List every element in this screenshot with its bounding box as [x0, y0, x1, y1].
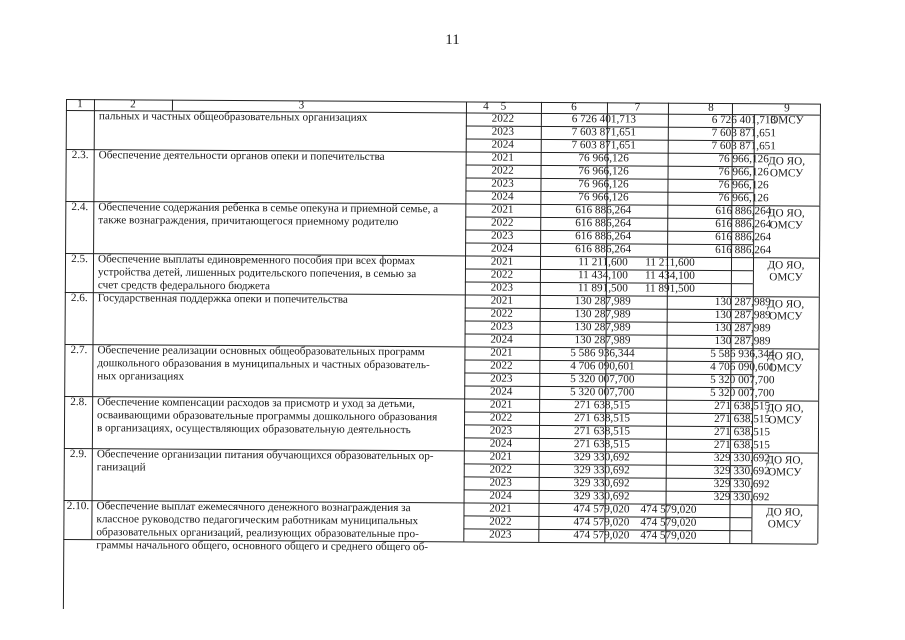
total-amount: 76 966,126 [578, 178, 629, 191]
total-amount: 271 638,515 [574, 412, 631, 425]
year-cell: 2023 [490, 372, 513, 385]
budget-table [63, 99, 820, 614]
total-amount: 7 603 871,651 [571, 139, 636, 152]
year-cell: 2022 [489, 463, 512, 476]
executor-label: ДО ЯО, [766, 454, 804, 467]
row-description: осваивающими образовательные программы дошкольного образования [97, 409, 438, 424]
executor-label: ДО ЯО, [767, 259, 805, 272]
year-cell: 2024 [490, 242, 514, 255]
total-amount: 130 287,989 [574, 308, 631, 321]
regional-amount: 271 638,515 [714, 399, 771, 413]
year-cell: 2023 [490, 320, 513, 333]
year-cell: 2022 [489, 515, 512, 528]
total-amount: 130 287,989 [574, 295, 631, 308]
total-amount: 474 579,020 [573, 503, 630, 516]
total-amount: 76 966,126 [578, 165, 629, 178]
regional-amount: 5 320 007,700 [710, 386, 775, 400]
executor-label: ДО ЯО, [767, 207, 805, 220]
federal-amount: 11 434,100 [644, 269, 695, 282]
total-amount: 11 434,100 [577, 269, 628, 282]
table-rule [818, 349, 819, 401]
year-cell: 2023 [490, 281, 514, 294]
regional-amount: 616 886,264 [715, 243, 772, 257]
row-description: также вознаграждения, причитающегося приемному родителю [98, 214, 399, 229]
column-header: 9 [784, 102, 790, 115]
executor-label: ОМСУ [769, 271, 803, 284]
row-number: 2.6. [70, 292, 88, 305]
total-amount: 5 586 936,344 [570, 347, 635, 360]
regional-amount: 271 638,515 [713, 425, 770, 439]
total-amount: 616 886,264 [575, 243, 632, 256]
regional-amount: 271 638,515 [713, 438, 770, 452]
regional-amount: 76 966,126 [718, 191, 769, 205]
row-number: 2.9. [69, 448, 87, 461]
column-header: 4 [483, 100, 489, 113]
year-cell: 2022 [490, 359, 513, 372]
regional-amount: 329 330,692 [713, 490, 770, 504]
regional-amount: 616 886,264 [715, 230, 772, 244]
total-amount: 616 886,264 [575, 204, 632, 217]
year-cell: 2021 [490, 294, 514, 307]
year-cell: 2021 [489, 502, 512, 515]
table-rule [753, 283, 754, 296]
year-cell: 2023 [490, 229, 514, 242]
executor-label: ОМСУ [768, 414, 802, 427]
table-rule [751, 530, 752, 543]
year-cell: 2022 [491, 216, 514, 229]
row-number: 2.3. [71, 149, 89, 162]
total-amount: 11 211,600 [578, 256, 628, 269]
total-amount: 329 330,692 [573, 464, 630, 477]
regional-amount: 616 886,264 [715, 204, 772, 218]
table-rule [820, 115, 821, 154]
total-amount: 6 726 401,713 [571, 113, 637, 126]
year-cell: 2024 [489, 489, 512, 502]
regional-amount: 329 330,692 [713, 477, 770, 491]
executor-label: ОМСУ [769, 219, 803, 232]
column-header: 5 [500, 100, 507, 113]
table-rule [94, 110, 95, 149]
table-rule [818, 453, 819, 505]
row-description: Обеспечение реализации основных общеобразовательных программ [97, 344, 425, 359]
executor-label: ДО ЯО, [767, 298, 805, 311]
regional-amount: 329 330,692 [713, 464, 770, 478]
row-number: 2.10. [66, 500, 90, 513]
total-amount: 271 638,515 [574, 399, 631, 412]
page-number: 11 [445, 32, 460, 48]
year-cell: 2021 [490, 255, 514, 268]
year-cell: 2023 [489, 476, 512, 489]
regional-amount: 6 726 401,713 [711, 113, 777, 127]
row-description: ганизаций [96, 461, 146, 474]
row-number: 2.4. [71, 201, 89, 214]
executor-label: ДО ЯО, [766, 402, 804, 415]
total-amount: 271 638,515 [573, 425, 630, 438]
total-amount: 11 891,500 [577, 282, 628, 295]
table-rule [751, 517, 752, 530]
row-description: Обеспечение компенсации расходов за присмотр и уход за детьми, [97, 396, 415, 411]
year-cell: 2024 [489, 437, 513, 450]
row-description: Обеспечение выплат ежемесячного денежного вознаграждения за [96, 500, 411, 515]
table-rule [818, 401, 819, 453]
executor-label: ОМСУ [768, 362, 803, 375]
executor-label: ДО ЯО, [768, 155, 806, 168]
year-cell: 2022 [490, 307, 513, 320]
year-cell: 2022 [491, 112, 515, 125]
regional-amount: 76 966,126 [718, 178, 769, 192]
column-header: 1 [77, 98, 83, 111]
federal-amount: 474 579,020 [640, 516, 697, 529]
row-description: устройства детей, лишенных родительского попечения, в семью за [97, 266, 417, 281]
regional-amount: 130 287,989 [714, 321, 771, 335]
year-cell: 2022 [491, 164, 514, 177]
year-cell: 2024 [491, 138, 514, 151]
federal-amount: 11 211,600 [645, 256, 695, 269]
row-number: 2.5. [71, 253, 88, 266]
total-amount: 4 706 090,601 [570, 360, 635, 373]
row-description: образовательных организаций, реализующих образовательные про- [96, 526, 419, 541]
total-amount: 76 966,126 [578, 152, 629, 165]
year-cell: 2023 [491, 125, 515, 138]
total-amount: 616 886,264 [575, 230, 632, 243]
executor-label: ОМСУ [769, 310, 803, 323]
row-description: классное руководство педагогическим работникам муниципальных [96, 513, 419, 528]
year-cell: 2021 [491, 151, 514, 164]
row-description: в организациях, осуществляющих образовательную деятельность [96, 422, 411, 437]
column-header: 6 [571, 101, 577, 114]
regional-amount: 329 330,692 [713, 451, 770, 465]
row-number: 2.7. [70, 344, 88, 357]
total-amount: 76 966,126 [578, 191, 629, 204]
table-rule [820, 104, 821, 115]
executor-label: ОМСУ [770, 114, 804, 127]
table-rule [819, 206, 820, 258]
table-rule [819, 258, 820, 297]
total-amount: 5 320 007,700 [570, 373, 635, 386]
row-number: 2.8. [70, 396, 88, 409]
total-amount: 474 579,020 [573, 529, 630, 542]
row-description: ных организациях [97, 370, 185, 383]
row-description: пальных и частных общеобразовательных организациях [98, 110, 368, 124]
regional-amount: 616 886,264 [715, 217, 772, 231]
regional-amount: 76 966,126 [718, 152, 769, 166]
regional-amount: 76 966,126 [718, 165, 769, 179]
regional-amount: 4 706 090,601 [710, 360, 775, 374]
year-cell: 2021 [490, 346, 513, 359]
regional-amount: 271 638,515 [714, 412, 771, 426]
executor-label: ДО ЯО, [766, 350, 804, 363]
federal-amount: 474 579,020 [640, 503, 697, 516]
executor-label: ДО ЯО, [766, 506, 803, 519]
year-cell: 2023 [491, 177, 514, 190]
year-cell: 2022 [490, 268, 514, 281]
year-cell: 2023 [489, 528, 512, 541]
row-description: граммы начального общего, основного общего и среднего общего об- [96, 539, 429, 554]
year-cell: 2021 [491, 203, 514, 216]
regional-amount: 130 287,989 [714, 308, 771, 322]
total-amount: 616 886,264 [575, 217, 632, 230]
year-cell: 2024 [491, 190, 514, 203]
row-description: Обеспечение деятельности органов опеки и попечительства [98, 149, 385, 163]
total-amount: 5 320 007,700 [570, 386, 635, 399]
column-header: 3 [298, 99, 305, 112]
regional-amount: 130 287,989 [714, 334, 771, 348]
column-header: 2 [130, 98, 136, 111]
regional-amount: 5 320 007,700 [710, 373, 775, 387]
total-amount: 329 330,692 [573, 451, 630, 464]
year-cell: 2024 [490, 333, 513, 346]
regional-amount: 5 586 936,344 [710, 347, 775, 361]
row-description: Обеспечение организации питания обучающихся образовательных ор- [96, 448, 434, 463]
table-rule [753, 257, 754, 270]
executor-label: ОМСУ [768, 466, 802, 479]
column-header: 8 [708, 101, 714, 114]
total-amount: 474 579,020 [573, 516, 630, 529]
executor-label: ОМСУ [767, 518, 802, 531]
row-description: Обеспечение содержания ребенка в семье опекуна и приемной семье, а [98, 201, 439, 216]
total-amount: 329 330,692 [573, 490, 630, 503]
year-cell: 2023 [489, 424, 513, 437]
column-header: 7 [634, 101, 641, 114]
regional-amount: 7 603 871,651 [711, 139, 776, 153]
row-description: Государственная поддержка опеки и попечительства [97, 292, 348, 306]
row-description: счет средств федерального бюджета [97, 279, 270, 293]
year-cell: 2024 [489, 385, 513, 398]
year-cell: 2021 [489, 450, 513, 463]
row-description: дошкольного образования в муниципальных и частных образователь- [97, 357, 430, 372]
executor-label: ОМСУ [769, 167, 804, 180]
total-amount: 130 287,989 [574, 321, 631, 334]
row-description: Обеспечение выплаты единовременного пособия при всех формах [97, 253, 416, 268]
federal-amount: 11 891,500 [644, 282, 695, 295]
year-cell: 2022 [489, 411, 513, 424]
table-rule [819, 154, 820, 206]
year-cell: 2021 [489, 398, 513, 411]
regional-amount: 7 603 871,651 [711, 126, 776, 140]
regional-amount: 130 287,989 [714, 295, 771, 309]
federal-amount: 474 579,020 [640, 529, 697, 542]
table-rule [753, 270, 754, 283]
table-rule [817, 505, 818, 544]
total-amount: 7 603 871,651 [571, 126, 636, 139]
table-rule [751, 504, 752, 517]
table-rule [818, 297, 819, 349]
total-amount: 329 330,692 [573, 477, 630, 490]
total-amount: 271 638,515 [573, 438, 630, 451]
total-amount: 130 287,989 [574, 334, 631, 347]
